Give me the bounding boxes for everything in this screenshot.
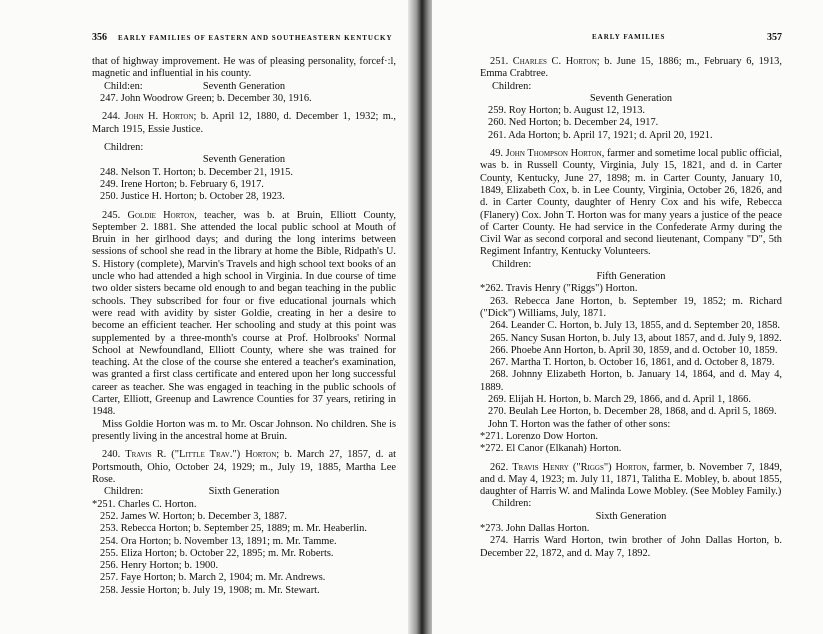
list-item: 255. Eliza Horton; b. October 22, 1895; m. Mr. Roberts.	[100, 547, 334, 559]
list-item: 254. Ora Horton; b. November 13, 1891; m. Mr. Tamme.	[100, 535, 337, 547]
list-item: 270. Beulah Lee Horton, b. December 28, 1868, and d. April 5, 1869.	[488, 406, 777, 418]
entry-name: John Thompson Horton	[505, 148, 602, 160]
list-item: 264. Leander C. Horton, b. July 13, 1855, and d. September 20, 1858.	[490, 320, 781, 332]
list-item: 256. Henry Horton; b. 1900.	[100, 560, 219, 572]
list-item: 268. Johnny Elizabeth Horton, b. January 14, 1864, and d. May 4, 1889.	[480, 369, 782, 393]
children-label: Children:	[492, 258, 532, 270]
children-label: Child:en:	[104, 80, 143, 92]
right-page-header	[592, 32, 782, 43]
entry-paragraph-244	[92, 111, 396, 136]
list-item: 258. Jessie Horton; b. July 19, 1908; m. Mr. Stewart.	[100, 584, 320, 596]
entry-number: 245.	[102, 209, 121, 221]
left-page-number: 356	[92, 32, 107, 43]
entry-name: Travis R. ("Little Trav.") Horton	[125, 449, 277, 461]
entry-number: 244.	[102, 111, 121, 123]
list-item: 247. John Woodrow Green; b. December 30, 1916.	[100, 93, 312, 105]
entry-paragraph-251	[480, 56, 782, 81]
generation-heading: Sixth Generation	[595, 510, 667, 522]
right-page-number: 357	[767, 32, 782, 43]
list-item: 250. Justice H. Horton; b. October 28, 1923.	[100, 191, 285, 203]
generation-heading: Seventh Generation	[202, 154, 286, 166]
list-item: 265. Nancy Susan Horton, b. July 13, about 1857, and d. July 9, 1892.	[490, 332, 782, 344]
right-page-body	[480, 56, 782, 560]
generation-heading: Seventh Generation	[202, 80, 286, 92]
entry-text: , farmer, b. November 7, 1849, and d. May 4, 1923; m. July 11, 1871, Talitha E. Mobley, b. about 1855, daughter of Harris W. and Malinda Lowe Mobley. (See Mobley Family.)	[480, 461, 782, 498]
children-label: Children:	[104, 142, 144, 154]
other-sons-line: John T. Horton was the father of other sons:	[488, 418, 671, 430]
entry-paragraph-245	[92, 210, 396, 419]
entry-number: 49.	[490, 148, 503, 160]
list-item: *262. Travis Henry ("Riggs") Horton.	[480, 283, 638, 295]
list-item: *273. John Dallas Horton.	[480, 522, 590, 534]
list-item: 248. Nelson T. Horton; b. December 21, 1915.	[100, 166, 293, 178]
generation-heading: Fifth Generation	[596, 271, 666, 283]
entry-paragraph-240	[92, 449, 396, 486]
list-item: *271. Lorenzo Dow Horton.	[480, 430, 599, 442]
children-label: Children:	[492, 80, 532, 92]
list-item: 269. Elijah H. Horton, b. March 29, 1866, and d. April 1, 1866.	[488, 394, 751, 406]
list-item: 260. Ned Horton; b. December 24, 1917.	[488, 117, 659, 129]
left-page-header	[92, 32, 393, 43]
entry-paragraph-262	[480, 462, 782, 499]
entry-name: Travis Henry ("Riggs") Horton	[512, 461, 647, 473]
list-item: 259. Roy Horton; b. August 12, 1913.	[488, 105, 646, 117]
list-item: 252. James W. Horton; b. December 3, 1887.	[100, 510, 287, 522]
list-item: *251. Charles C. Horton.	[92, 498, 197, 510]
entry-name: John H. Horton	[124, 111, 194, 123]
entry-number: 262.	[490, 461, 509, 473]
children-label: Children:	[492, 498, 532, 510]
children-label: Children:	[104, 486, 144, 498]
list-item: *272. El Canor (Elkanah) Horton.	[480, 443, 622, 455]
entry-paragraph-245-continued: Miss Goldie Horton was m. to Mr. Oscar Johnson. No children. She is presently living in the ancestral home at Bruin.	[92, 418, 396, 442]
left-running-title: EARLY FAMILIES OF EASTERN AND SOUTHEASTERN KENTUCKY	[118, 34, 393, 42]
entry-name: Goldie Horton	[127, 209, 195, 221]
generation-heading: Sixth Generation	[208, 486, 280, 498]
entry-text: , farmer and sometime local public official, was b. in Russell County, Virginia, July 15, 1821, and d. in Carter County, Kentucky, June 27, 1898; m. in Carter County, January 10, 1849, Elizabeth Cox, b. in Lee County, Virginia, October 26, 1826, and d. in Carter County, daughter of Henry Cox and his wife, Rebecca (Flanery) Cox. John T. Horton was for many years a justice of the peace of Carter County. He had service in the Confederate Army during the Civil War as second corporal and second lieutenant, Company "D", 5th Regiment Infantry, Kentucky Volunteers.	[480, 148, 782, 258]
entry-text: , teacher, was b. at Bruin, Elliott County, September 2. 1881. She attended the local public school at Mouth of Bruin in her girlhood days; and during the long interims between sessions of school she read in the library at home the Bible, Ridpath's U. S. History (complete), Marvin's Travels and high school text books of an uncle who had attended a high school in Virginia. In due course of time two older sisters became old enough to and began teaching in the public schools. They subscribed for four or five educational journals which were read with avidity by sister Goldie, creating in her a desire to become an efficient teacher. Her schooling and study at this point was supplemented by a three-month's course at Prof. Holbrooks' Normal School at Newfoundland, Elliott County, where she was trained for teaching. At the close of the course she entered a teacher's examination, was granted a first class certificate and entered upon her long successful career as teacher. She was engaged in teaching in the public schools of Carter, Elliott, Greenup and Lawrence Counties for 37 years, retiring in 1948.	[92, 209, 396, 418]
entry-text: ; b. June 15, 1886; m., February 6, 1913, Emma Crabtree.	[480, 56, 782, 80]
list-item: 257. Faye Horton; b. March 2, 1904; m. Mr. Andrews.	[100, 572, 326, 584]
list-item: 274. Harris Ward Horton, twin brother of John Dallas Horton, b. December 22, 1872, and d. May 7, 1892.	[480, 535, 782, 559]
list-item: 249. Irene Horton; b. February 6, 1917.	[100, 178, 264, 190]
entry-number: 251.	[490, 56, 509, 67]
entry-text: ; b. March 27, 1857, d. at Portsmouth, Ohio, October 24, 1929; m., July 19, 1885, Martha Lee Rose.	[92, 449, 396, 485]
entry-name: Charles C. Horton	[512, 56, 597, 67]
entry-paragraph-49	[480, 148, 782, 259]
list-item: 253. Rebecca Horton; b. September 25, 1889; m. Mr. Heaberlin.	[100, 523, 367, 535]
intro-paragraph: that of highway improvement. He was of pleasing personality, forcef·:l, magnetic and influential in his county.	[92, 56, 396, 80]
right-running-title: EARLY FAMILIES	[592, 33, 666, 41]
entry-number: 240.	[102, 449, 121, 461]
list-item: 266. Phoebe Ann Horton, b. April 30, 1859, and d. October 10, 1859.	[490, 344, 778, 356]
right-page	[432, 0, 823, 634]
generation-heading: Seventh Generation	[589, 92, 673, 104]
list-item: 267. Martha T. Horton, b. October 16, 1861, and d. October 8, 1879.	[490, 357, 775, 369]
list-item: 263. Rebecca Jane Horton, b. September 19, 1852; m. Richard ("Dick") Williams, July, 1871.	[480, 295, 782, 319]
left-page-body	[92, 56, 396, 597]
entry-text: ; b. April 12, 1880, d. December 1, 1932; m., March 1915, Essie Justice.	[92, 111, 396, 135]
list-item: 261. Ada Horton; b. April 17, 1921; d. April 20, 1921.	[488, 129, 713, 141]
